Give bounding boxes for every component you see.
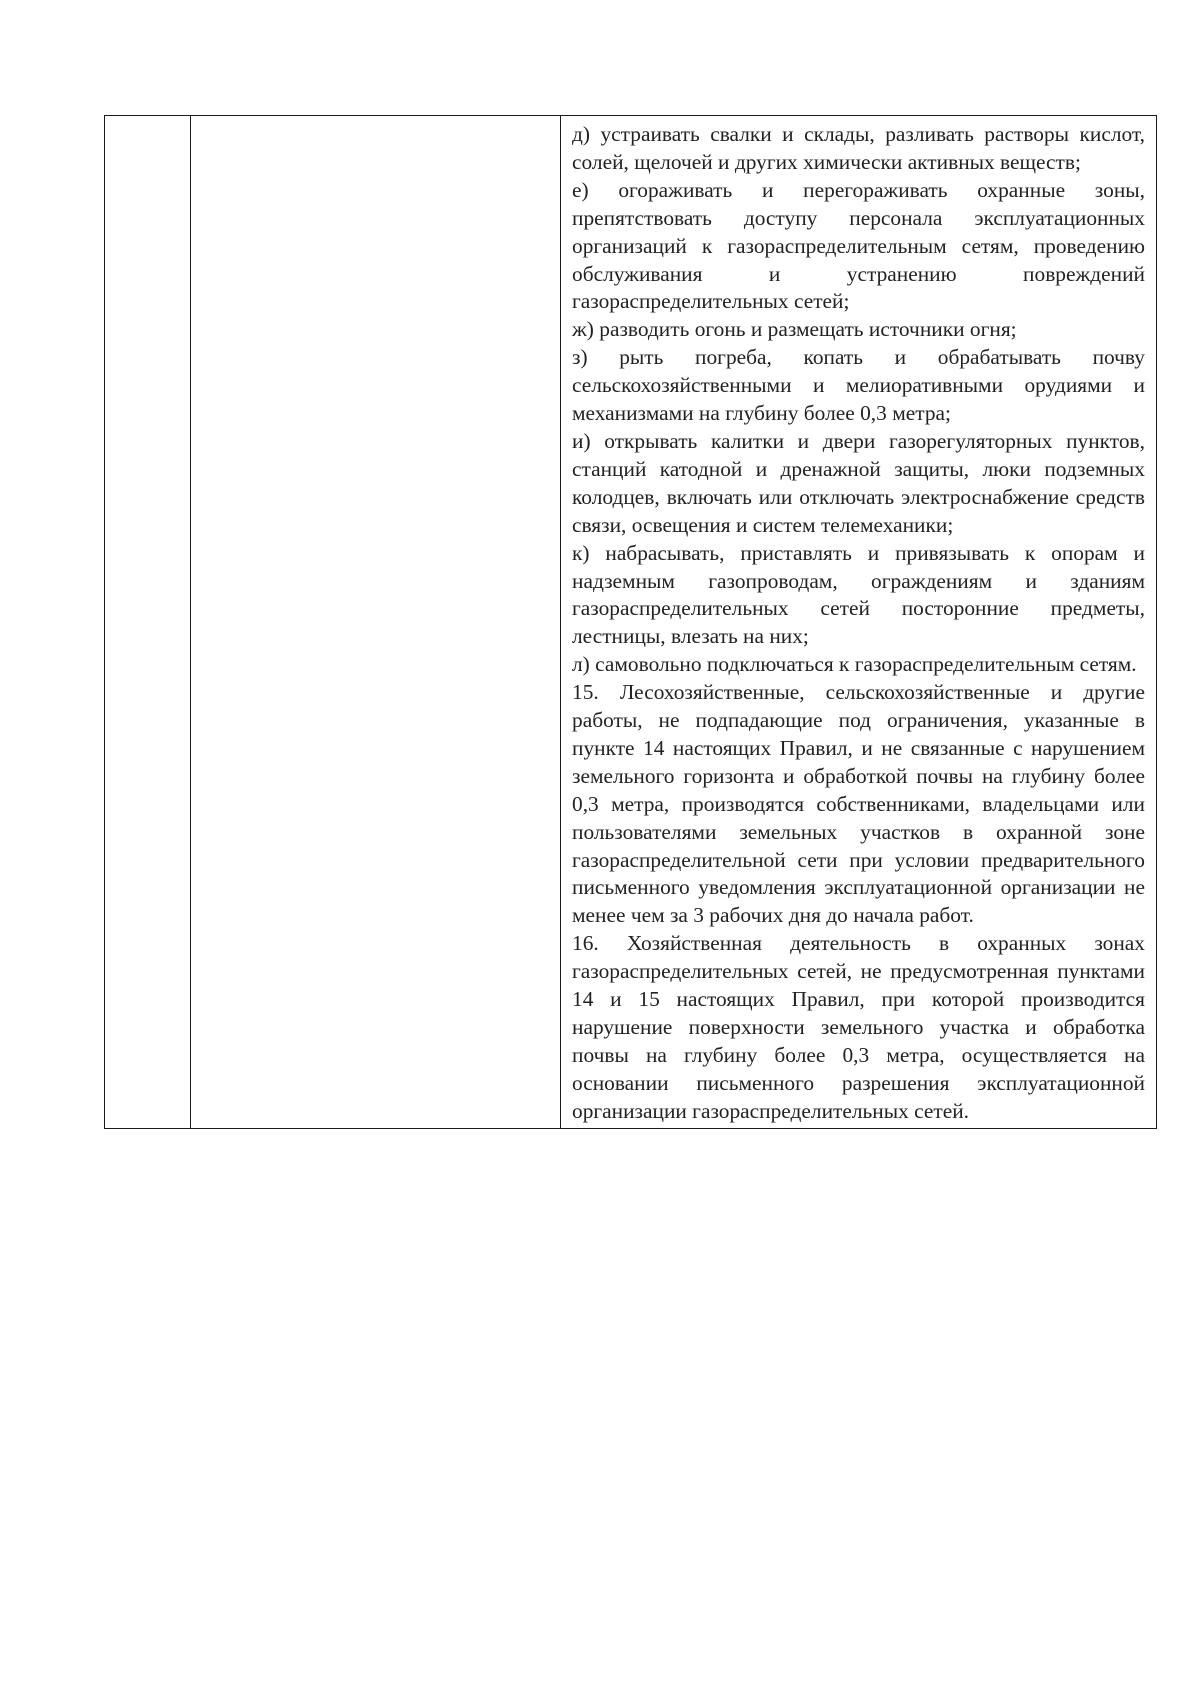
text-cell-content	[561, 116, 1156, 1128]
paragraph-k: к) набрасывать, приставлять и привязывать к опорам и надземным газопроводам, ограждениям и зданиям газораспределительных сетей посторонние предметы, лестницы, влезать на них;	[572, 540, 1145, 649]
name-cell	[191, 116, 561, 1129]
paragraph-e: е) огораживать и перегораживать охранные зоны, препятствовать доступу персонала эксплуатационных организаций к газораспределительным сетям, проведению обслуживания и устранению повреждений газораспределительных сетей;	[572, 177, 1145, 314]
paragraph-d: д) устраивать свалки и склады, разливать растворы кислот, солей, щелочей и других химически активных веществ;	[572, 122, 1145, 174]
paragraph-zh: ж) разводить огонь и размещать источники огня;	[572, 317, 1017, 342]
paragraph-15: 15. Лесохозяйственные, сельскохозяйственные и другие работы, не подпадающие под ограничения, указанные в пункте 14 настоящих Правил, и не связанные с нарушением земельного горизонта и обработкой почвы на глубину более 0,3 метра, производятся собственниками, владельцами или пользователями земельных участков в охранной зоне газораспределительной сети при условии предварительного письменного уведомления эксплуатационной организации не менее чем за 3 рабочих дня до начала работ.	[572, 680, 1145, 928]
paragraph-i: и) открывать калитки и двери газорегуляторных пунктов, станций катодной и дренажной защиты, люки подземных колодцев, включать или отключать электроснабжение средств связи, освещения и систем телемеханики;	[572, 428, 1145, 537]
paragraph-z: з) рыть погреба, копать и обрабатывать почву сельскохозяйственными и мелиоративными орудиями и механизмами на глубину более 0,3 метра;	[572, 345, 1145, 426]
paragraph-l: л) самовольно подключаться к газораспределительным сетям.	[572, 652, 1137, 677]
number-cell	[105, 116, 191, 1129]
table-row	[105, 116, 1157, 1129]
document-table	[104, 115, 1157, 1129]
text-cell	[561, 116, 1157, 1129]
paragraph-16: 16. Хозяйственная деятельность в охранных зонах газораспределительных сетей, не предусмотренная пунктами 14 и 15 настоящих Правил, при которой производится нарушение поверхности земельного участка и обработка почвы на глубину более 0,3 метра, осуществляется на основании письменного разрешения эксплуатационной организации газораспределительных сетей.	[572, 931, 1145, 1123]
